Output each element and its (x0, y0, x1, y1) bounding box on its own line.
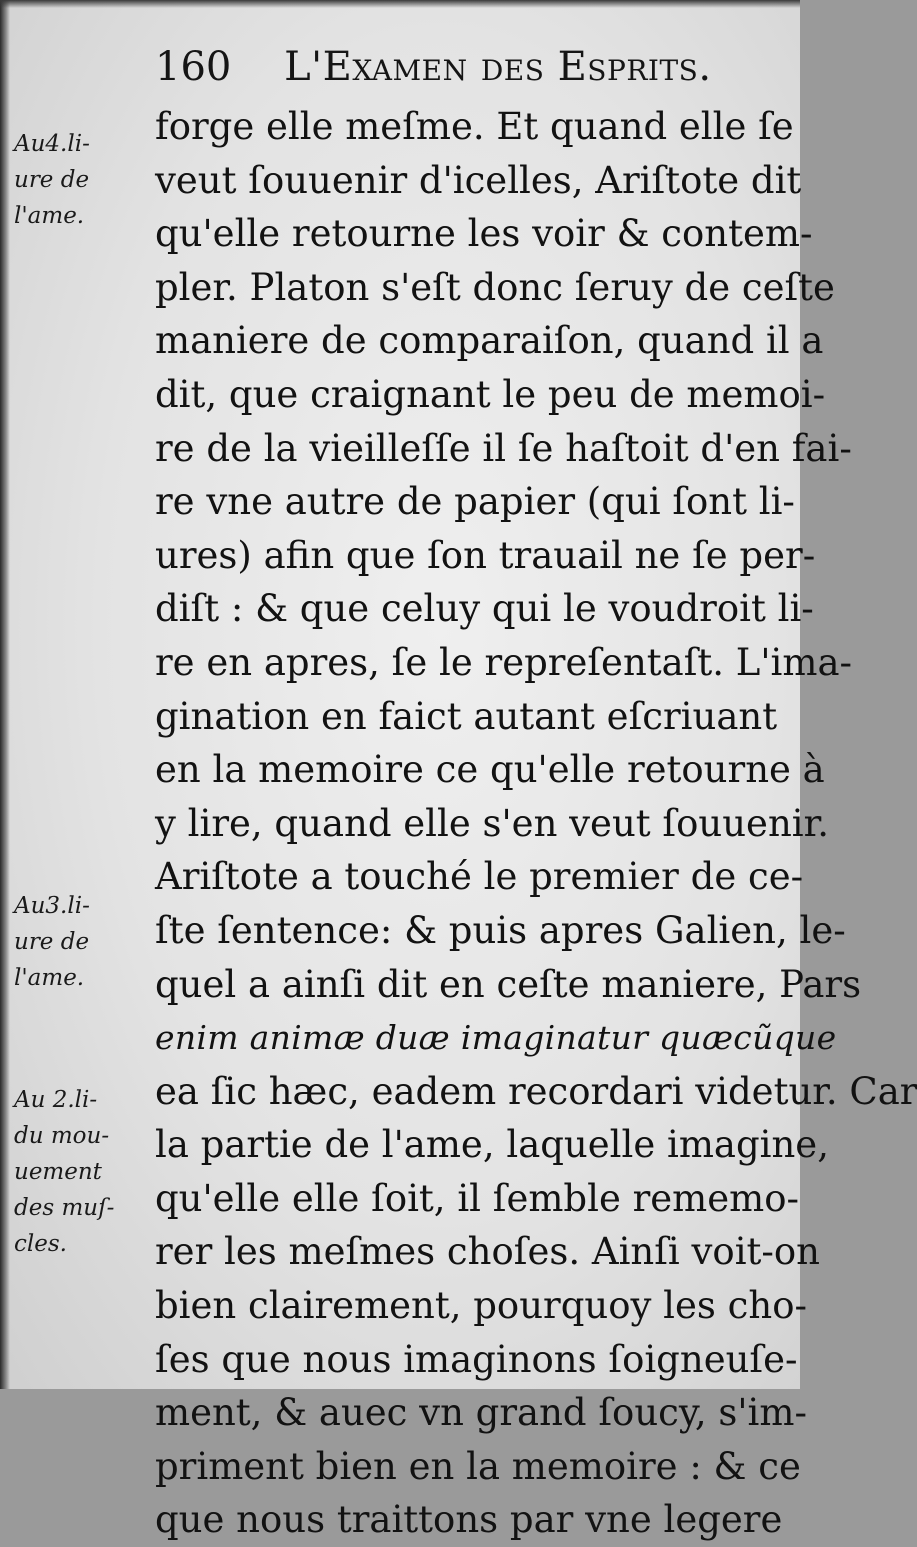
margin-note-1 (14, 126, 142, 234)
text-line: bien clairement, pourquoy les cho- (155, 1284, 807, 1328)
margin-note-3 (14, 1082, 142, 1262)
text-line: ment, & auec vn grand ſoucy, s'im- (155, 1391, 807, 1435)
text-line: en la memoire ce qu'elle retourne à (155, 748, 825, 792)
margin-note-line: l'ame. (14, 203, 85, 229)
text-line: priment bien en la memoire : & ce (155, 1444, 801, 1488)
text-line: ures) afin que ſon trauail ne ſe per- (155, 533, 816, 577)
margin-note-line: Au 2.li- (14, 1087, 98, 1113)
page-number: 160 (155, 44, 232, 90)
text-line: quel a ainſi dit en ceſte maniere, Pars (155, 962, 862, 1006)
page-left-edge-shadow (0, 0, 10, 1389)
text-line: qu'elle elle ſoit, il ſemble rememo- (155, 1176, 800, 1220)
text-line: diſt : & que celuy qui le voudroit li- (155, 587, 814, 631)
margin-note-line: Au3.li- (14, 893, 90, 919)
page-header (155, 40, 712, 94)
text-line: maniere de comparaiſon, quand il a (155, 319, 824, 363)
text-line: que nous traittons par vne legere (155, 1498, 783, 1542)
margin-note-line: ure de (14, 929, 90, 955)
margin-note-line: du mou- (14, 1123, 110, 1149)
text-line: forge elle meſme. Et quand elle ſe (155, 105, 794, 148)
margin-note-line: l'ame. (14, 965, 85, 991)
text-line: qu'elle retourne les voir & contem- (155, 212, 813, 256)
running-title: L'Examen des Esprits. (284, 44, 712, 90)
page-top-edge-shadow (0, 0, 800, 8)
margin-note-line: ure de (14, 167, 90, 193)
margin-note-line: Au4.li- (14, 131, 90, 157)
text-line: Ariſtote a touché le premier de ce- (155, 855, 804, 899)
text-line: y lire, quand elle s'en veut ſouuenir. (155, 801, 829, 845)
margin-note-2 (14, 888, 142, 996)
text-line: ſes que nous imaginons ſoigneuſe- (155, 1337, 798, 1381)
text-line: veut ſouuenir d'icelles, Ariſtote dit (155, 158, 802, 202)
text-line-latin-quote: enim animæ duæ imaginatur quæcũque (155, 1018, 837, 1058)
main-text-block (155, 100, 917, 1547)
text-line: re en apres, ſe le repreſentaſt. L'ima- (155, 640, 853, 684)
text-line: pler. Platon s'eſt donc ſeruy de ceſte (155, 265, 835, 309)
text-line: gination en faict autant eſcriuant (155, 694, 778, 738)
text-line: la partie de l'ame, laquelle imagine, (155, 1123, 829, 1167)
margin-note-line: des muſ- (14, 1195, 115, 1221)
text-line: dit, que craignant le peu de memoi- (155, 372, 826, 416)
margin-note-line: cles. (14, 1231, 67, 1257)
text-line: ea ſic hæc, eadem recordari videtur. Car (155, 1069, 917, 1113)
text-line: re de la vieilleſſe il ſe haſtoit d'en fai- (155, 426, 852, 470)
margin-note-line: uement (14, 1159, 102, 1185)
text-line: ſte ſentence: & puis apres Galien, le- (155, 908, 846, 952)
text-line: re vne autre de papier (qui ſont li- (155, 480, 795, 524)
text-line: rer les meſmes choſes. Ainſi voit-on (155, 1230, 821, 1274)
